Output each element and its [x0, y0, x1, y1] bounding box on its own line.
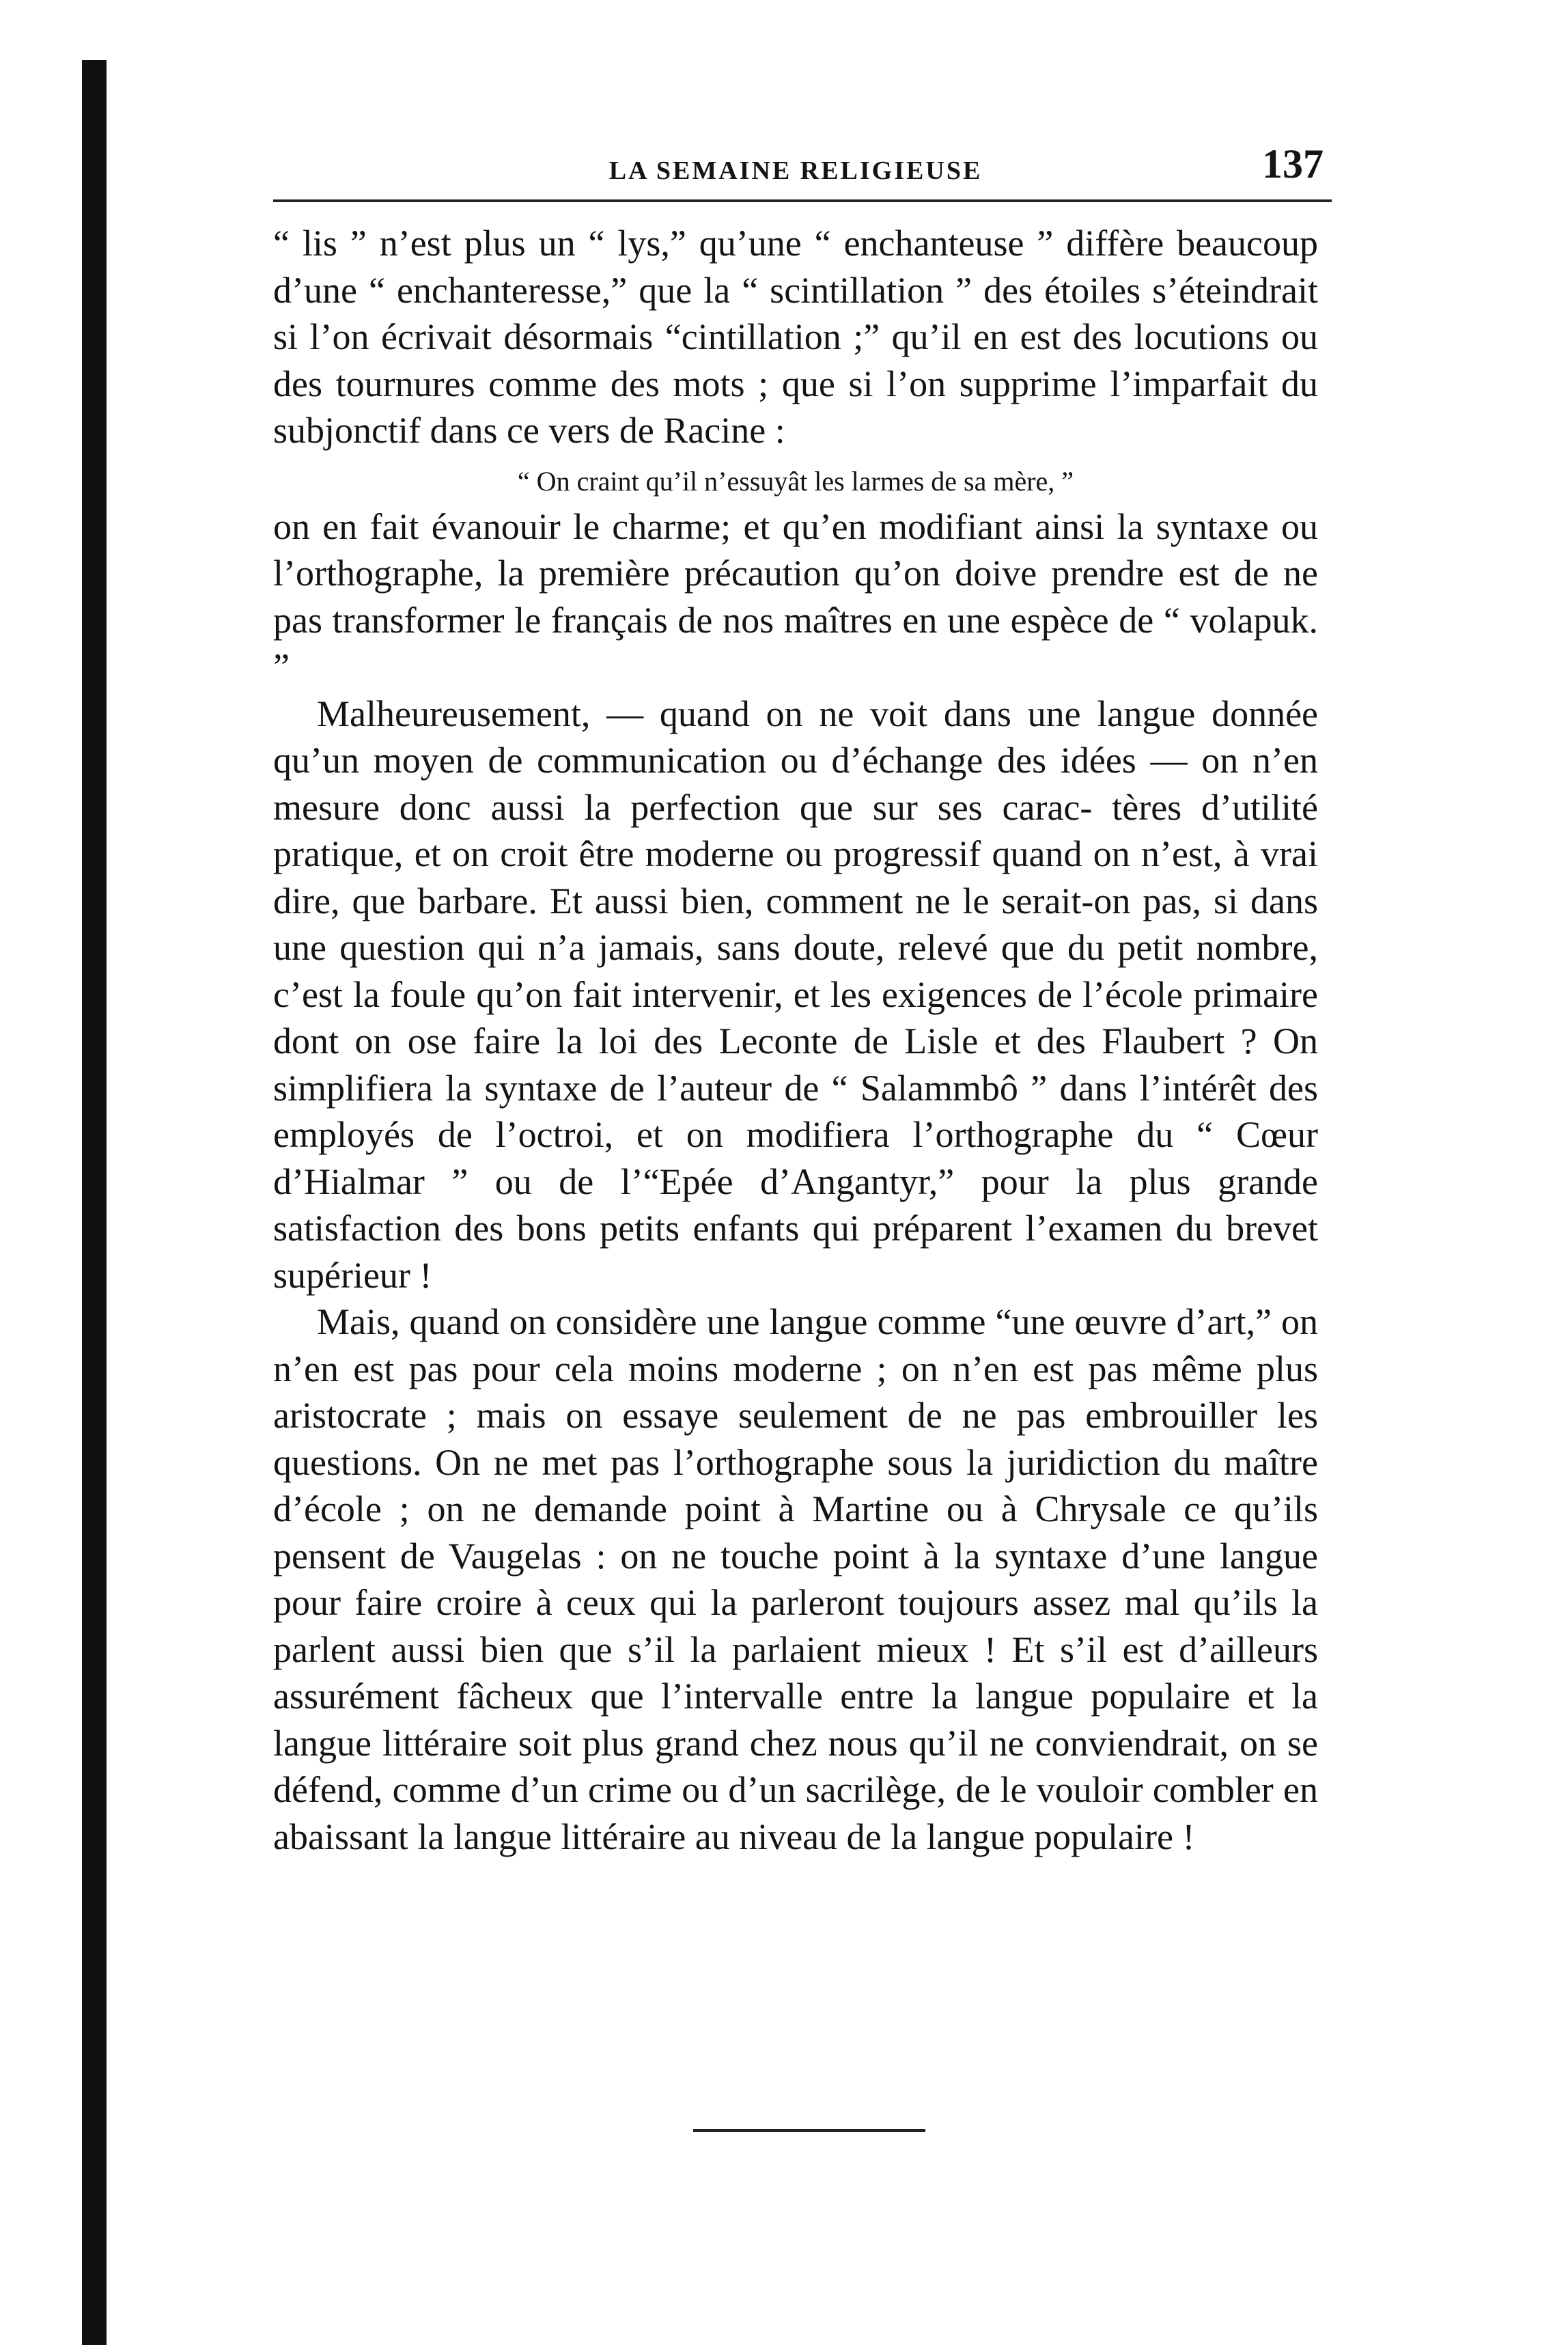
book-page [273, 137, 1324, 1857]
running-head [273, 137, 1324, 191]
book-binding-edge [82, 60, 107, 2345]
header-rule [273, 199, 1332, 202]
verse-quote: “ On craint qu’il n’essuyât les larmes de sa mère, ” [517, 465, 1074, 497]
paragraph-3: Malheureusement, — quand on ne voit dans une langue donnée qu’un moyen de communication ou d’échange des idées — on n’en mesure donc aussi la perfection que sur ses carac- tères d’utilité pratique, et on croit être moderne ou progressif quand on n’est, à vrai dire, que barbare. Et aussi bien, comment ne le serait-on pas, si dans une question qui n’a jamais, sans doute, relevé que du petit nombre, c’est la foule qu’on fait intervenir, et les exigences de l’école primaire dont on ose faire la loi des Leconte de Lisle et des Flaubert ? On simplifiera la syntaxe de l’auteur de “ Salammbô ” dans l’intérêt des employés de l’octroi, et on modifiera l’orthographe du “ Cœur d’Hialmar ” ou de l’“Epée d’Angantyr,” pour la plus grande satisfaction des bons petits enfants qui préparent l’examen du brevet supérieur ! [273, 693, 1318, 1296]
running-title: LA SEMAINE RELIGIEUSE [608, 156, 983, 185]
body-text [273, 220, 1318, 1860]
paragraph-2: on en fait évanouir le charme; et qu’en modifiant ainsi la syntaxe ou l’orthographe, la première précaution qu’on doive prendre est de ne pas transformer le français de nos maîtres en une espèce de “ volapuk. ” [273, 505, 1318, 687]
paragraph-4: Mais, quand on considère une langue comme “une œuvre d’art,” on n’en est pas pour cela moins moderne ; on n’en est pas même plus aristocrate ; mais on essaye seulement de ne pas embrouiller les questions. On ne met pas l’orthographe sous la juridiction du maître d’école ; on ne demande point à Martine ou à Chrysale ce qu’ils pensent de Vaugelas : on ne touche point à la syntaxe d’une langue pour faire croire à ceux qui la parleront toujours assez mal qu’ils la parlent aussi bien que s’il la parlaient mieux ! Et s’il est d’ailleurs assurément fâcheux que l’intervalle entre la langue populaire et la langue littéraire soit plus grand chez nous qu’il ne conviendrait, on se défend, comme d’un crime ou d’un sacrilège, de le vouloir combler en abaissant la langue littéraire au niveau de la langue populaire ! [273, 1301, 1318, 1857]
section-end-rule [693, 2129, 925, 2132]
page-number: 137 [1262, 141, 1324, 186]
paragraph-1: “ lis ” n’est plus un “ lys,” qu’une “ enchanteuse ” diffère beaucoup d’une “ enchanteresse,” que la “ scintillation ” des étoiles s’éteindrait si l’on écrivait désormais “cintillation ;” qu’il en est des locutions ou des tournures comme des mots ; que si l’on supprime l’imparfait du subjonctif dans ce vers de Racine : [273, 223, 1318, 451]
